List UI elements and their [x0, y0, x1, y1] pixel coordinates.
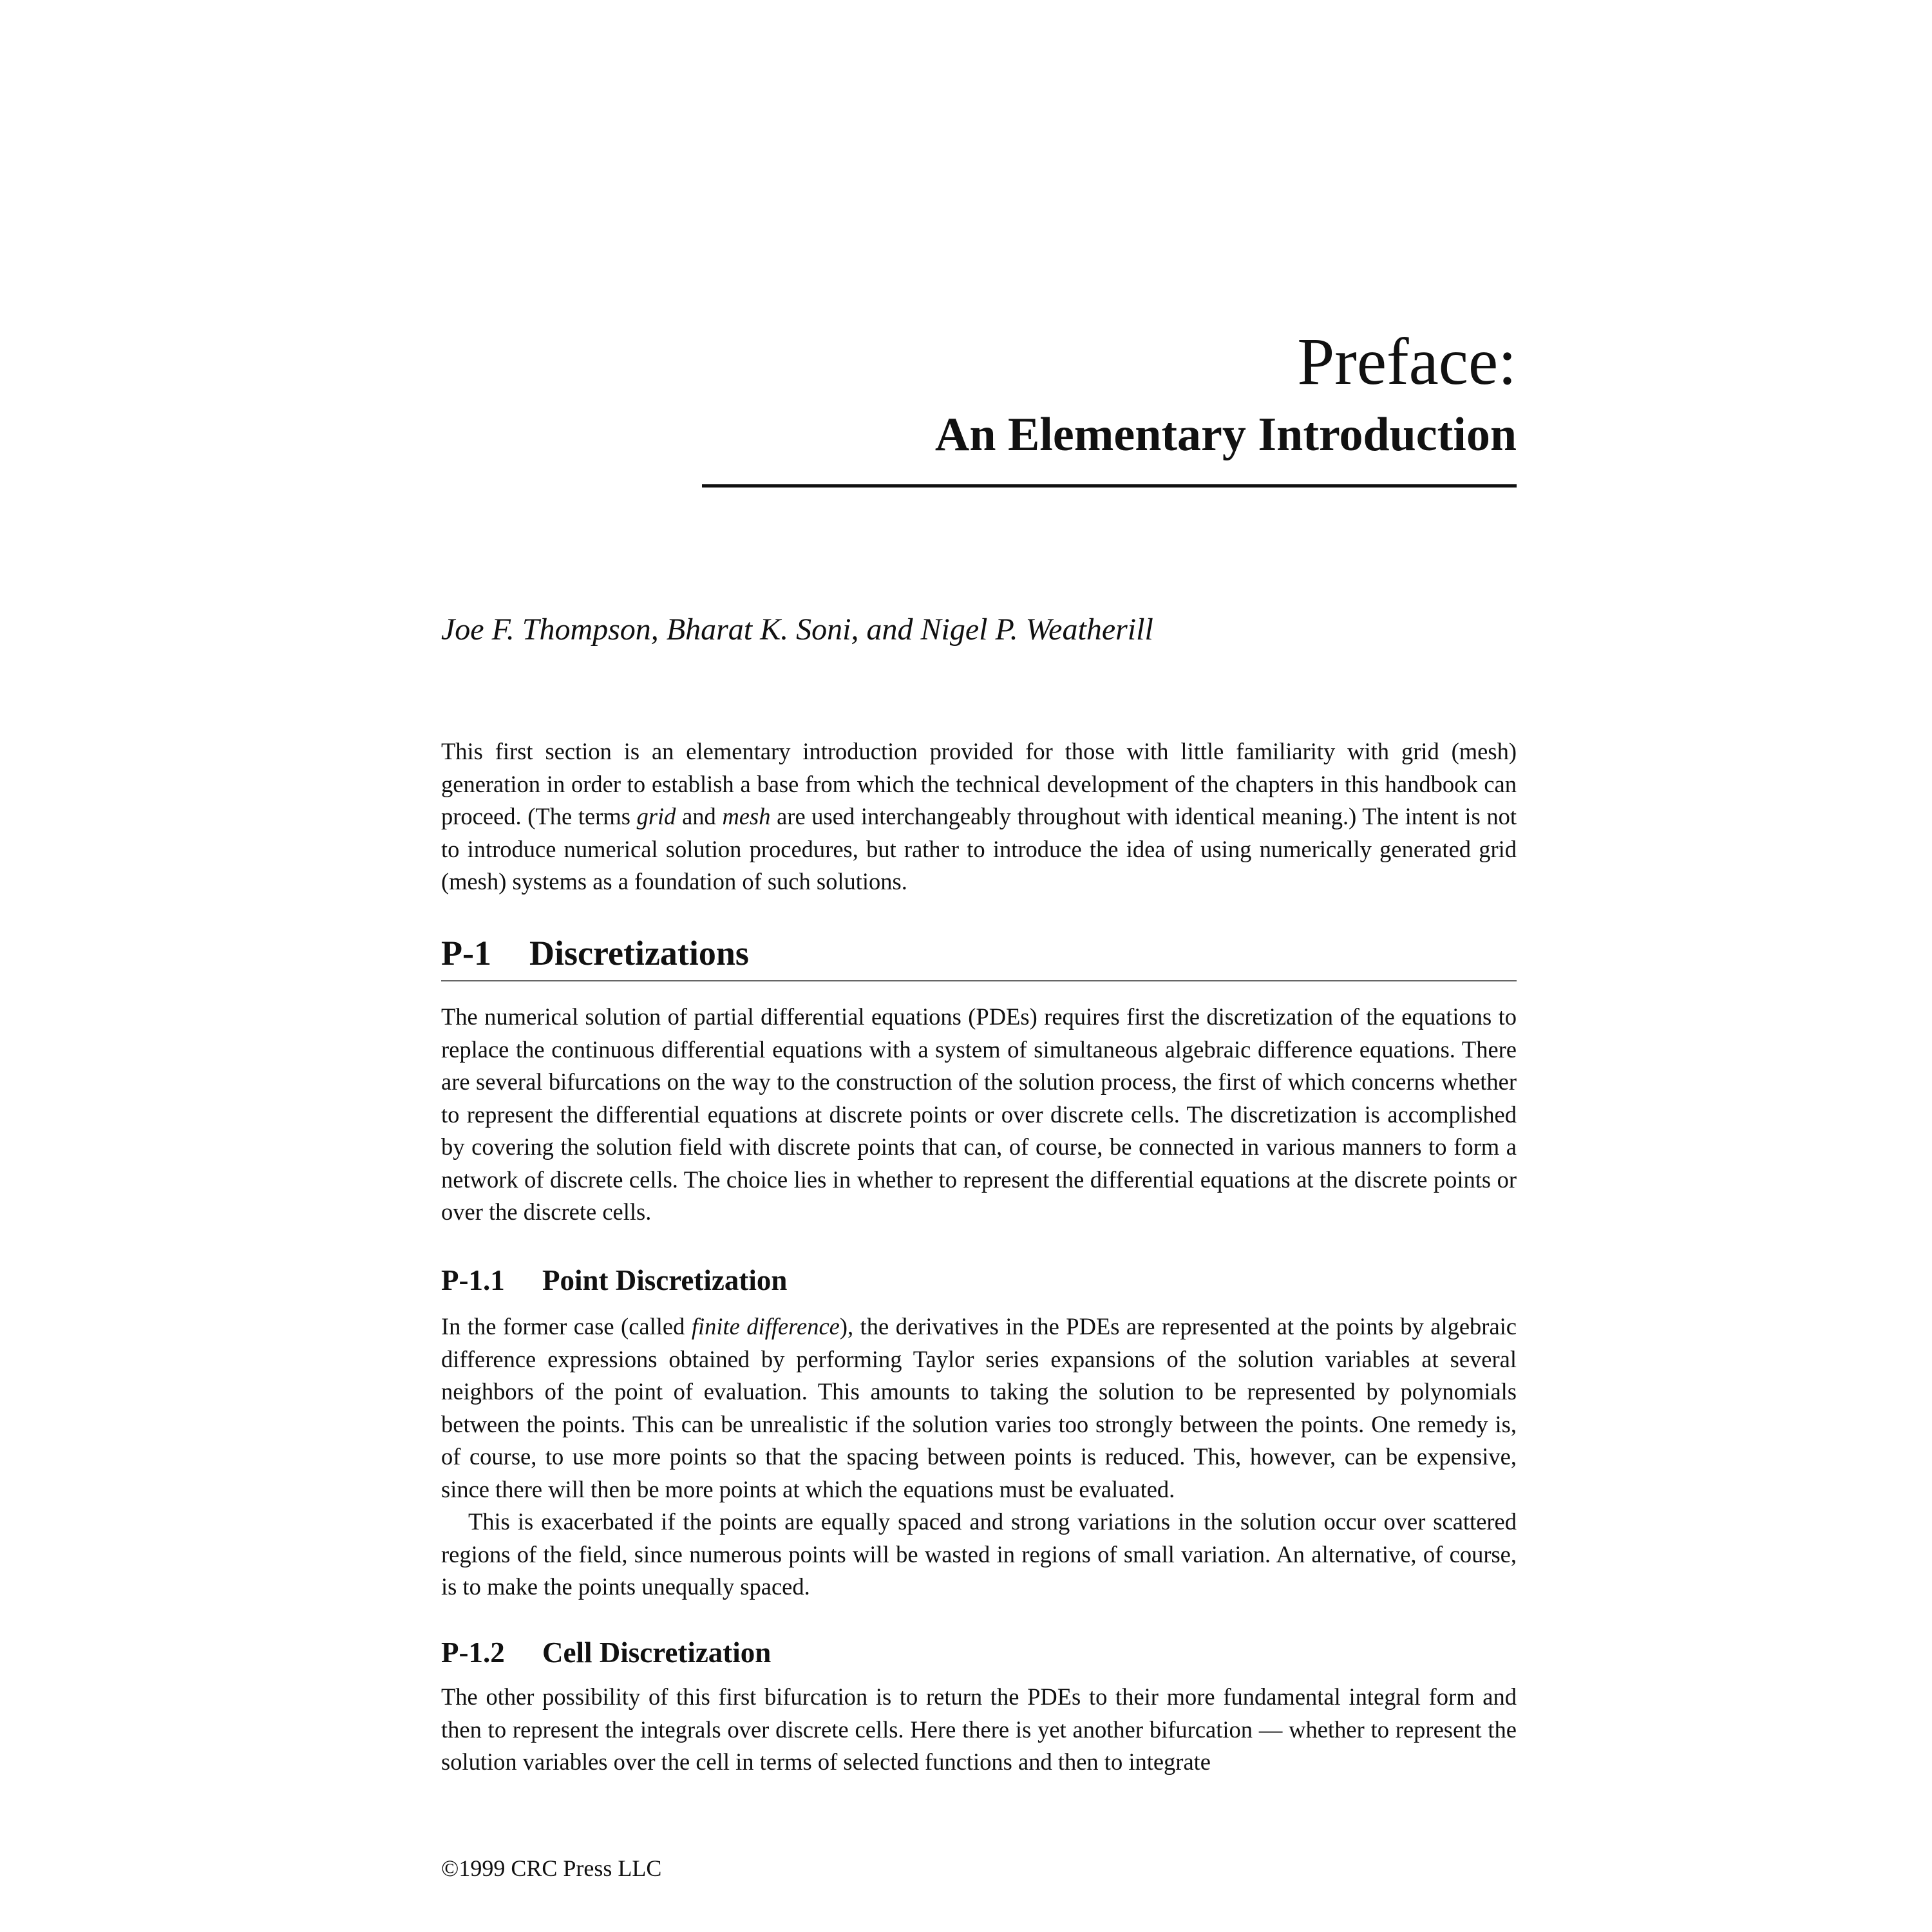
title-divider [702, 484, 1517, 488]
p11-text-1: In the former case (called [441, 1313, 692, 1340]
page-title: Preface: [1297, 325, 1517, 399]
section-title: Discretizations [529, 934, 749, 972]
section-p1-1-paragraph-2: This is exacerbated if the points are equally spaced and strong variations in the solution occur over scattered regions of the field, since numerous points will be wasted in regions of small variation. An alternative, of course, is to make the points unequally spaced. [441, 1508, 1517, 1600]
section-p1-1-paragraph-1 [441, 1311, 1517, 1506]
section-number: P-1.2 [441, 1636, 505, 1669]
intro-paragraph [441, 735, 1517, 898]
section-heading-p1 [441, 934, 1517, 981]
p11-term-finite-difference: finite difference [691, 1313, 840, 1340]
copyright-footer: ©1999 CRC Press LLC [441, 1855, 662, 1881]
p11-text-2: ), the derivatives in the PDEs are represented at the points by algebraic difference expressions obtained by performing Taylor series expansions of the solution variables at several neighbors of the point of evaluation. This amounts to taking the solution to be represented by polynomials between the points. This can be unrealistic if the solution varies too strongly between the points. One remedy is, of course, to use more points so that the spacing between points is reduced. This, however, can be expensive, since there will then be more points at which the equations must be evaluated. [441, 1313, 1517, 1502]
section-heading-p1-1 [441, 1264, 787, 1297]
intro-term-grid: grid [636, 803, 676, 829]
intro-text-3: are used interchangeably throughout with identical meaning.) The intent is not to introduce numerical solution procedures, but rather to introduce the idea of using numerically generated grid (mesh) systems as a foundation of such solutions. [441, 803, 1517, 895]
page-subtitle: An Elementary Introduction [934, 408, 1517, 461]
section-title: Point Discretization [542, 1264, 788, 1296]
intro-term-mesh: mesh [722, 803, 771, 829]
section-title: Cell Discretization [542, 1636, 772, 1669]
authors-line: Joe F. Thompson, Bharat K. Soni, and Nigel P. Weatherill [441, 612, 1153, 647]
section-number: P-1.1 [441, 1264, 505, 1296]
intro-text-2: and [676, 803, 723, 829]
intro-text-1: This first section is an elementary introduction provided for those with little familiarity with grid (mesh) generation in order to establish a base from which the technical development of the chapters in this handbook can proceed. (The terms [441, 738, 1517, 829]
section-number: P-1 [441, 934, 491, 972]
section-heading-p1-2 [441, 1636, 771, 1669]
section-p1-2-paragraph: The other possibility of this first bifurcation is to return the PDEs to their more fundamental integral form and then to represent the integrals over discrete cells. Here there is yet another bifurcation — whether to represent the solution variables over the cell in terms of selected functions and then to integrate [441, 1683, 1517, 1775]
section-p1-paragraph: The numerical solution of partial differential equations (PDEs) requires first the discretization of the equations to replace the continuous differential equations with a system of simultaneous algebraic difference equations. There are several bifurcations on the way to the construction of the solution process, the first of which concerns whether to represent the differential equations at discrete points or over discrete cells. The discretization is accomplished by covering the solution field with discrete points that can, of course, be connected in various manners to form a network of discrete cells. The choice lies in whether to represent the differential equations at the discrete points or over the discrete cells. [441, 1003, 1517, 1225]
